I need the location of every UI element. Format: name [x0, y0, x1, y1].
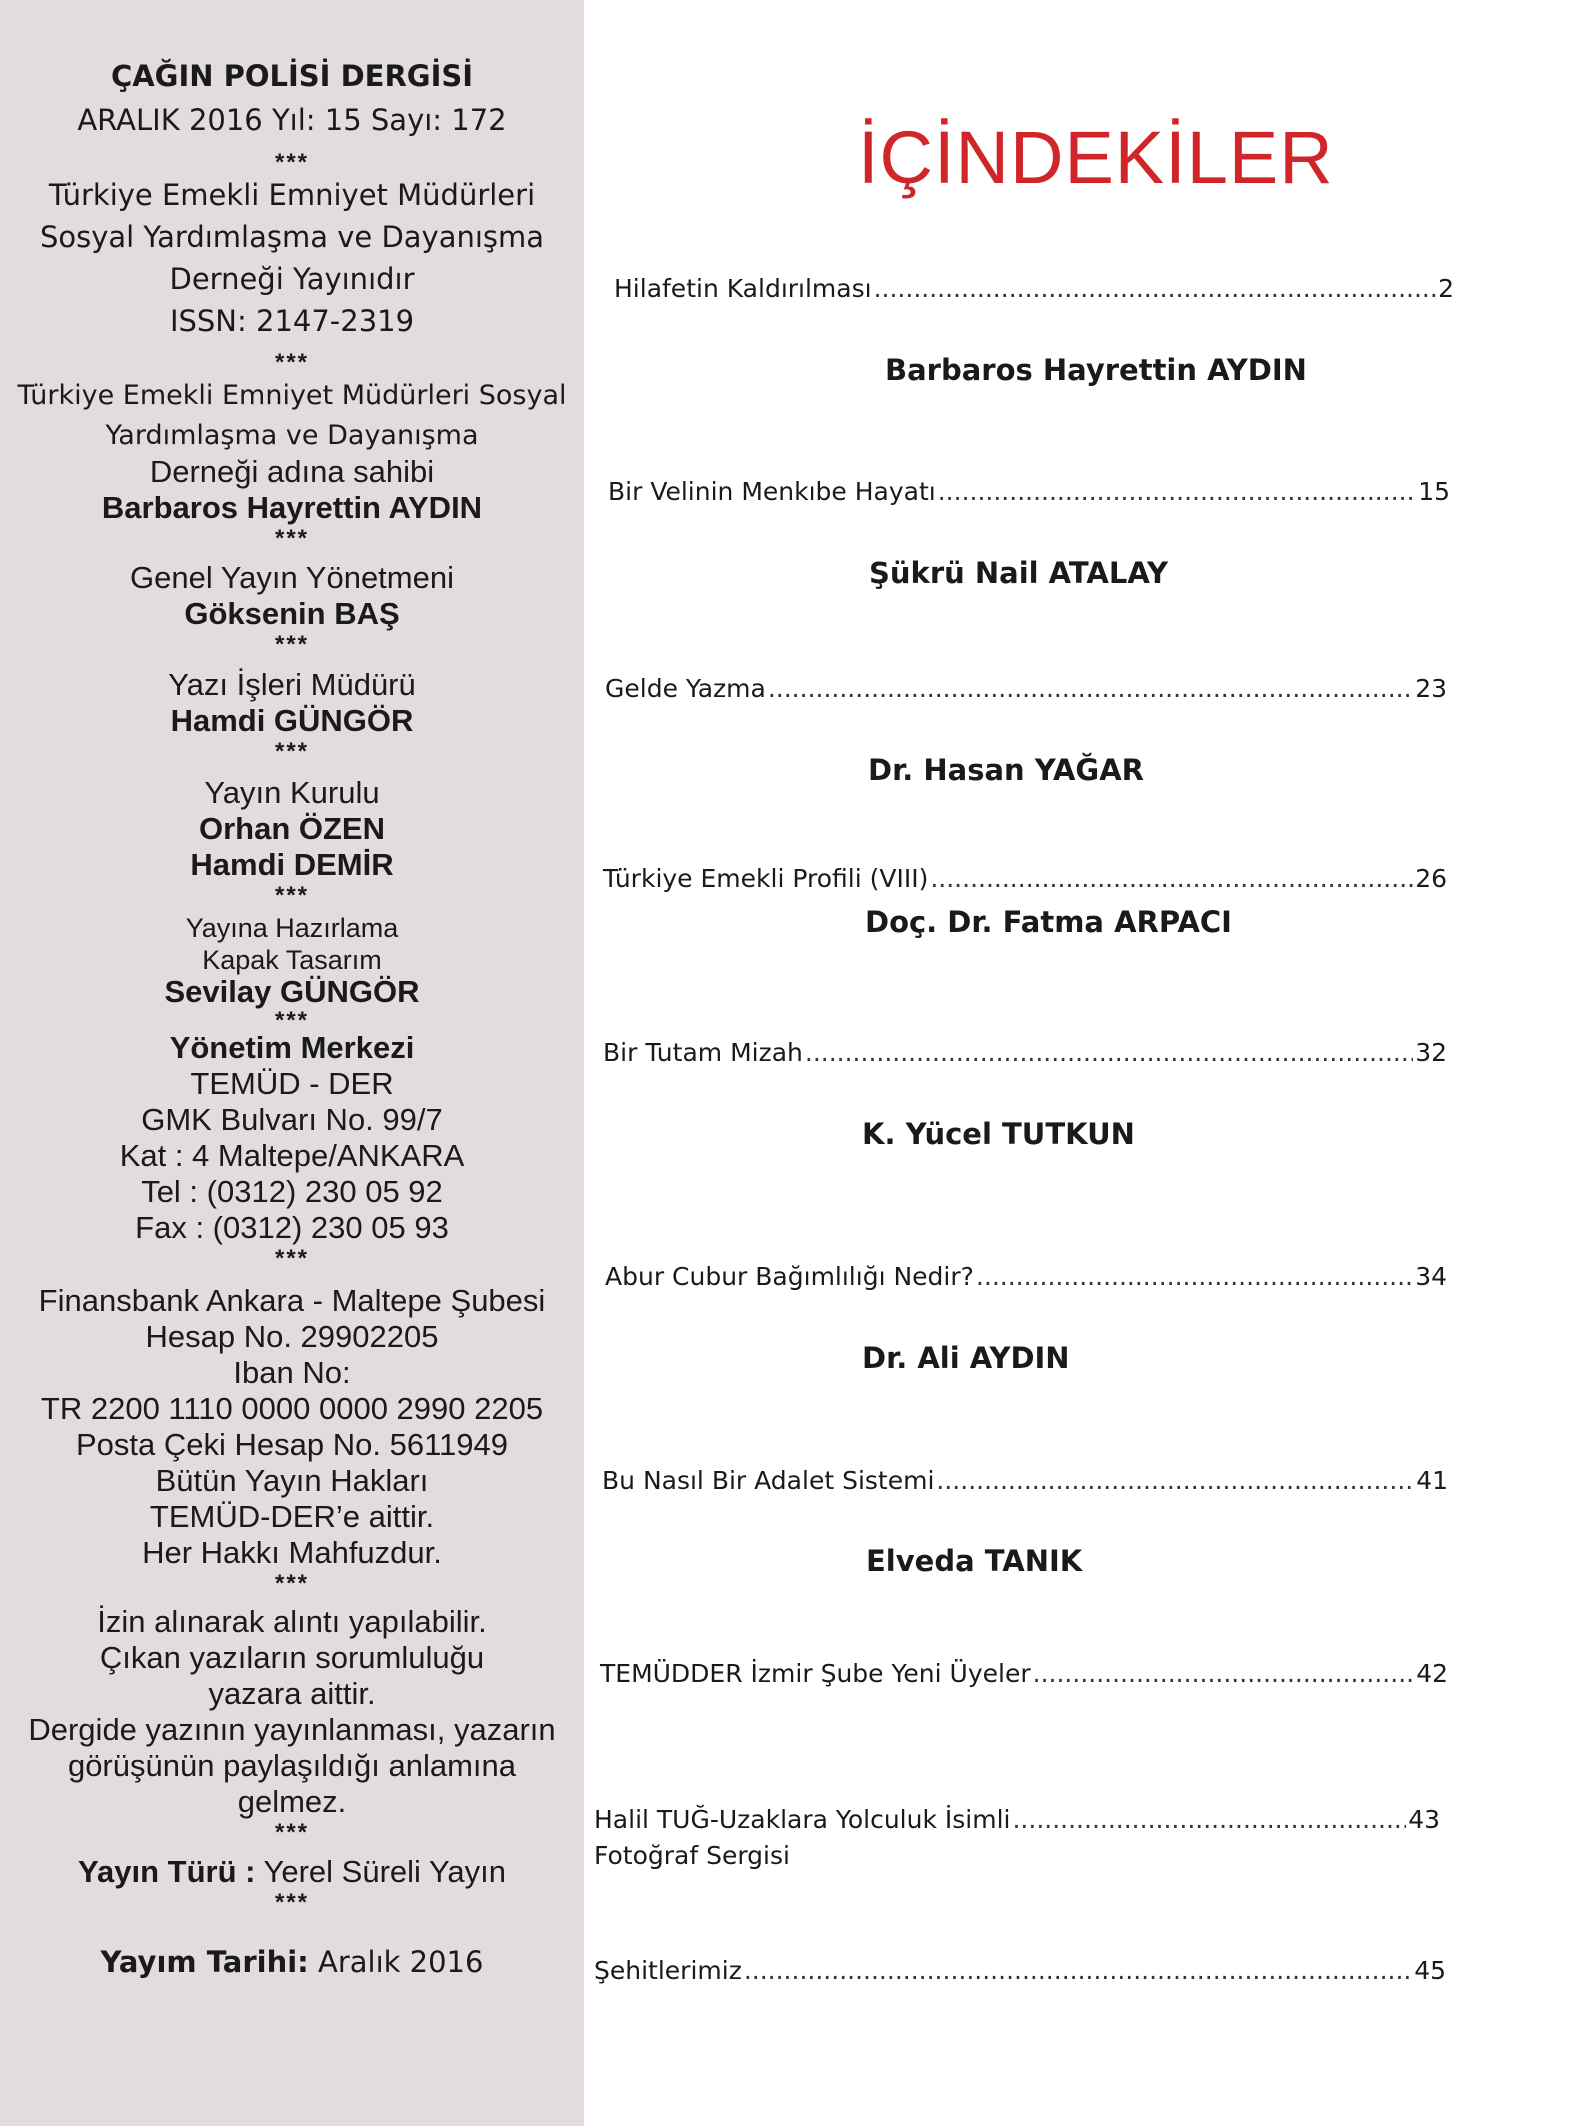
toc-entry[interactable] [614, 272, 1454, 306]
cover-label: Kapak Tasarım [202, 945, 382, 975]
hq-name: TEMÜD - DER [190, 1066, 394, 1101]
toc-entry-page: 41 [1416, 1466, 1448, 1495]
toc-entry-page: 15 [1418, 477, 1450, 506]
toc-entry-title-continuation: Fotoğraf Sergisi [594, 1841, 790, 1870]
publisher-line: Sosyal Yardımlaşma ve Dayanışma [39, 220, 545, 254]
toc-entry-title: Halil TUĞ-Uzaklara Yolculuk İsimli [594, 1805, 1011, 1834]
opinion-disclaimer: gelmez. [237, 1784, 347, 1819]
masthead-panel [0, 0, 584, 2126]
publication-type-label: Yayın Türü : [78, 1854, 256, 1889]
toc-entry-page: 45 [1414, 1956, 1446, 1985]
toc-entry[interactable] [603, 862, 1447, 896]
toc-entry-page: 26 [1415, 864, 1447, 893]
toc-entry-title: Bir Tutam Mizah [603, 1038, 803, 1067]
quote-policy: İzin alınarak alıntı yapılabilir. [97, 1604, 487, 1639]
prep-label: Yayına Hazırlama [185, 913, 399, 943]
toc-leader-dots [930, 862, 1413, 896]
opinion-disclaimer: Dergide yazının yayınlanması, yazarın [28, 1712, 556, 1747]
separator: *** [274, 1245, 310, 1272]
separator: *** [274, 149, 310, 176]
separator: *** [274, 1889, 310, 1916]
magazine-name: ÇAĞIN POLİSİ DERGİSİ [110, 59, 474, 93]
address-line: Kat : 4 Maltepe/ANKARA [119, 1138, 465, 1173]
issn: ISSN: 2147-2319 [169, 304, 415, 338]
toc-leader-dots [744, 1954, 1412, 1988]
publisher-line: Derneği Yayınıdır [169, 262, 415, 296]
toc-entry-author: Dr. Hasan YAĞAR [868, 753, 1145, 787]
toc-entry[interactable] [594, 1954, 1446, 1988]
publication-type-value: Yerel Süreli Yayın [263, 1854, 506, 1889]
iban: TR 2200 1110 0000 0000 2990 2205 [40, 1391, 544, 1426]
separator: *** [274, 1570, 310, 1597]
designer-name: Sevilay GÜNGÖR [164, 974, 420, 1009]
toc-entry-page: 34 [1415, 1262, 1447, 1291]
toc-entry-author: Barbaros Hayrettin AYDIN [885, 353, 1307, 387]
toc-leader-dots [1012, 1803, 1406, 1837]
toc-entry-page: 43 [1408, 1805, 1440, 1834]
publication-date-value: Aralık 2016 [317, 1945, 484, 1979]
opinion-disclaimer: görüşünün paylaşıldığı anlamına [67, 1748, 517, 1783]
editor-in-chief-name: Göksenin BAŞ [184, 596, 400, 631]
toc-entry-page: 32 [1415, 1038, 1447, 1067]
issue-line: ARALIK 2016 Yıl: 15 Sayı: 172 [77, 103, 507, 137]
toc-entry-title: Bu Nasıl Bir Adalet Sistemi [602, 1466, 935, 1495]
toc-entry[interactable] [605, 1260, 1447, 1294]
toc-leader-dots [805, 1036, 1413, 1070]
toc-entry[interactable] [594, 1803, 1440, 1837]
publication-date [0, 1944, 584, 1980]
editor-in-chief-label: Genel Yayın Yönetmeni [129, 560, 454, 595]
board-member: Orhan ÖZEN [198, 811, 385, 846]
account-number: Hesap No. 29902205 [145, 1319, 439, 1354]
separator: *** [274, 349, 310, 376]
toc-entry-page: 42 [1416, 1659, 1448, 1688]
toc-title: İÇİNDEKİLER [858, 116, 1334, 199]
rights-line: Her Hakkı Mahfuzdur. [142, 1535, 442, 1570]
toc-entry[interactable] [602, 1464, 1448, 1498]
toc-entry-title: Bir Velinin Menkıbe Hayatı [608, 477, 936, 506]
toc-entry-page: 2 [1438, 274, 1454, 303]
rights-line: TEMÜD-DER’e aittir. [149, 1499, 435, 1534]
board-label: Yayın Kurulu [204, 775, 380, 810]
toc-entry[interactable] [603, 1036, 1447, 1070]
separator: *** [274, 525, 310, 552]
publisher-line: Türkiye Emekli Emniyet Müdürleri [48, 178, 536, 212]
toc-leader-dots [976, 1260, 1413, 1294]
toc-entry-title: Türkiye Emekli Profili (VIII) [603, 864, 929, 893]
publication-type [0, 1854, 584, 1890]
toc-leader-dots [936, 1464, 1414, 1498]
quote-policy: Çıkan yazıların sorumluluğu [99, 1640, 485, 1675]
toc-leader-dots [768, 672, 1413, 706]
managing-editor-name: Hamdi GÜNGÖR [170, 703, 414, 738]
publication-date-label: Yayım Tarihi: [100, 1945, 309, 1979]
toc-leader-dots [938, 475, 1416, 509]
rights-line: Bütün Yayın Hakları [155, 1463, 429, 1498]
iban-label: Iban No: [233, 1355, 351, 1390]
managing-editor-label: Yazı İşleri Müdürü [168, 667, 416, 702]
postal-account: Posta Çeki Hesap No. 5611949 [76, 1427, 508, 1462]
owner-line: Derneği adına sahibi [149, 454, 435, 489]
toc-entry-author: Dr. Ali AYDIN [862, 1341, 1070, 1375]
separator: *** [274, 738, 310, 765]
toc-entry[interactable] [600, 1657, 1448, 1691]
toc-entry[interactable] [608, 475, 1450, 509]
owner-line: Yardımlaşma ve Dayanışma [105, 420, 479, 451]
toc-entry-author: Elveda TANIK [866, 1544, 1083, 1578]
bank-name: Finansbank Ankara - Maltepe Şubesi [38, 1283, 546, 1318]
toc-entry-title: Hilafetin Kaldırılması [614, 274, 872, 303]
fax: Fax : (0312) 230 05 93 [135, 1210, 449, 1245]
address-line: GMK Bulvarı No. 99/7 [141, 1102, 443, 1137]
owner-line: Türkiye Emekli Emniyet Müdürleri Sosyal [17, 380, 567, 411]
toc-entry-title: Gelde Yazma [605, 674, 766, 703]
toc-entry-title: Şehitlerimiz [594, 1956, 742, 1985]
phone: Tel : (0312) 230 05 92 [141, 1174, 443, 1209]
toc-entry-author: Doç. Dr. Fatma ARPACI [865, 905, 1232, 939]
board-member: Hamdi DEMİR [190, 847, 394, 882]
owner-name: Barbaros Hayrettin AYDIN [101, 490, 483, 525]
separator: *** [274, 1819, 310, 1846]
toc-entry-page: 23 [1415, 674, 1447, 703]
toc-entry[interactable] [605, 672, 1447, 706]
toc-entry-title: TEMÜDDER İzmir Şube Yeni Üyeler [600, 1659, 1031, 1688]
quote-policy: yazara aittir. [208, 1676, 376, 1711]
toc-entry-author: Şükrü Nail ATALAY [869, 556, 1168, 590]
separator: *** [274, 631, 310, 658]
toc-leader-dots [1033, 1657, 1415, 1691]
separator: *** [274, 1007, 310, 1034]
toc-entry-author: K. Yücel TUTKUN [862, 1117, 1135, 1151]
toc-leader-dots [874, 272, 1437, 306]
toc-entry-title: Abur Cubur Bağımlılığı Nedir? [605, 1262, 974, 1291]
hq-label: Yönetim Merkezi [169, 1030, 415, 1065]
separator: *** [274, 882, 310, 909]
